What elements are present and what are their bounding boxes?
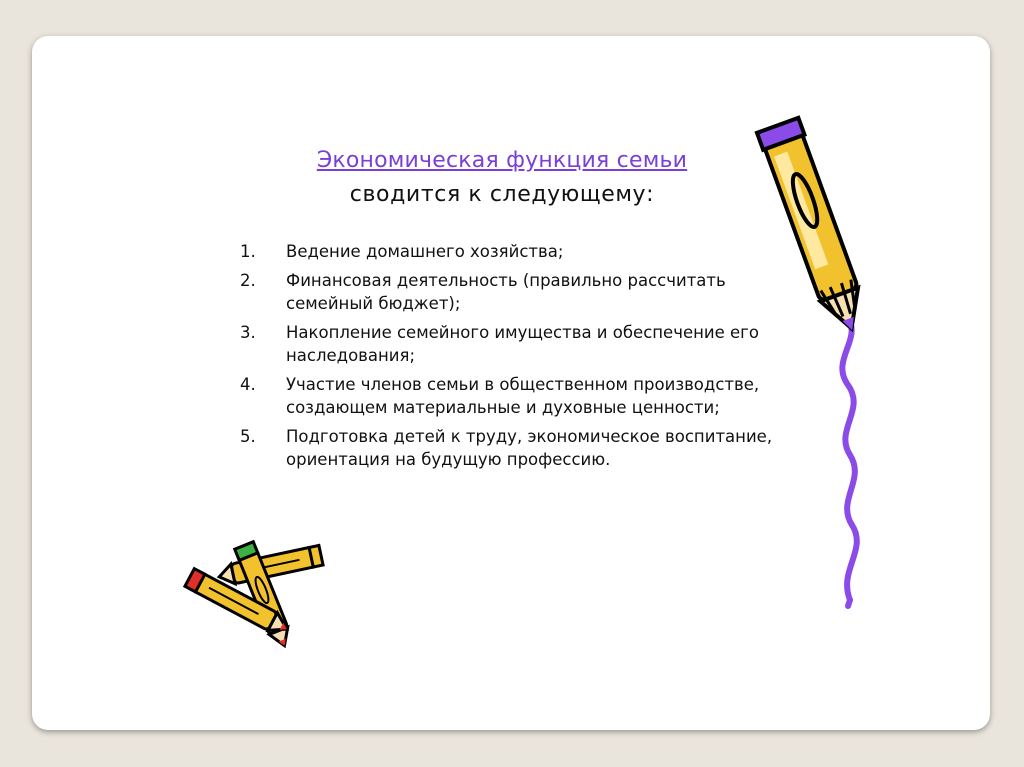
list-item bbox=[240, 269, 810, 315]
list-item-text: Финансовая деятельность (правильно рассчитать семейный бюджет); bbox=[286, 271, 726, 313]
list-item-number: 1. bbox=[240, 242, 256, 261]
list-item-text: Подготовка детей к труду, экономическое воспитание, ориентация на будущую профессию. bbox=[286, 427, 773, 469]
heading-subtitle: сводится к следующему: bbox=[349, 182, 655, 207]
list-item-number: 2. bbox=[240, 271, 256, 290]
list-item-number: 3. bbox=[240, 323, 256, 342]
list-item bbox=[240, 373, 810, 419]
heading-link[interactable]: Экономическая функция семьи bbox=[316, 148, 688, 173]
list-item bbox=[240, 425, 810, 471]
list-item-text: Накопление семейного имущества и обеспечение его наследования; bbox=[286, 323, 759, 365]
list-item-number: 5. bbox=[240, 427, 256, 446]
list-item-text: Участие членов семьи в общественном производстве, создающем материальные и духовные ценности; bbox=[286, 375, 760, 417]
list-item bbox=[240, 240, 810, 263]
list-item-text: Ведение домашнего хозяйства; bbox=[286, 242, 564, 261]
list-item-number: 4. bbox=[240, 375, 256, 394]
list-item bbox=[240, 321, 810, 367]
functions-list bbox=[240, 240, 810, 477]
